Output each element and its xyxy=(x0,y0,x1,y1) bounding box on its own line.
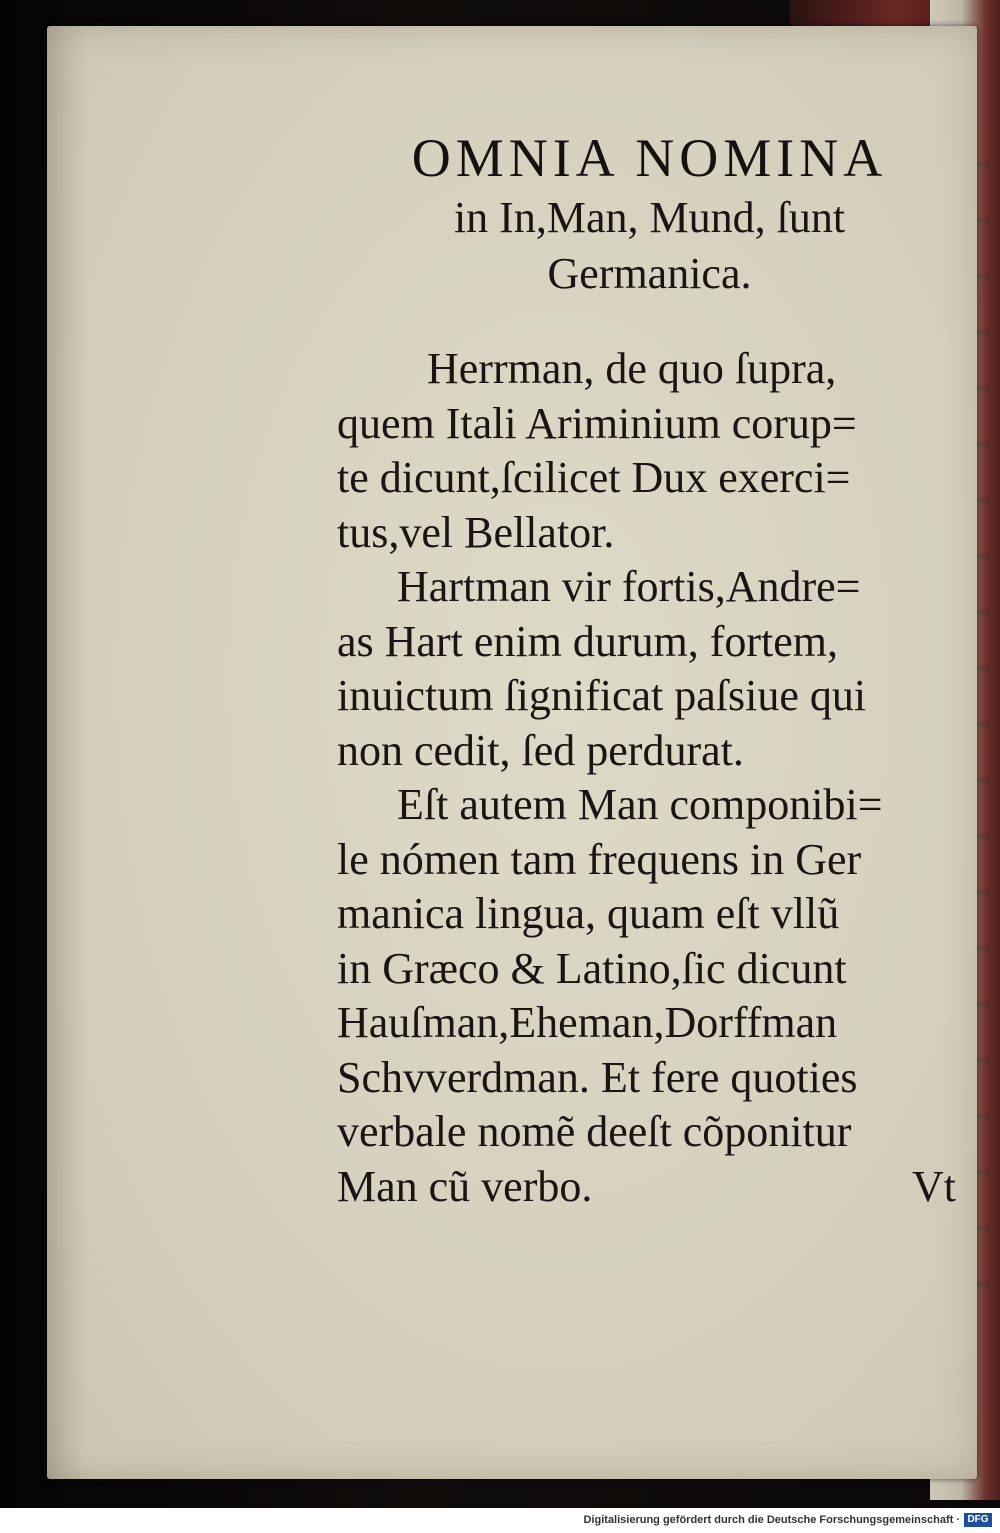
final-text: Man cũ verbo. xyxy=(337,1161,593,1211)
text-line: Hauſman,Eheman,Dorffman xyxy=(337,998,838,1047)
text-line: te dicunt,ſcilicet Dux exerci= xyxy=(337,453,851,502)
text-line: Hartman vir fortis,Andre= xyxy=(397,562,861,611)
catchword: Vt xyxy=(912,1161,956,1211)
text-line: in Græco & Latino,ſic dicunt xyxy=(337,943,847,993)
text-line: Schvverdman. Et fere quoties xyxy=(337,1052,858,1102)
section-subheading-line2: Germanica. xyxy=(547,249,752,298)
text-line: tus,vel Bellator. xyxy=(337,507,615,557)
text-line: le nómen tam frequens in Ger xyxy=(337,834,862,884)
section-heading: OMNIA NOMINA xyxy=(411,128,888,188)
digitization-footer xyxy=(0,1508,1000,1533)
text-line: Herrman, de quo ſupra, xyxy=(427,344,837,393)
text-line: verbale nomẽ deeſt cõponitur xyxy=(337,1107,852,1156)
funding-credit: Digitalisierung gefördert durch die Deutsche Forschungsgemeinschaft · xyxy=(583,1514,960,1526)
text-line-final xyxy=(337,1160,962,1215)
book-page xyxy=(47,26,977,1479)
text-line: non cedit, ſed perdurat. xyxy=(337,725,744,775)
paragraph-man xyxy=(337,778,962,1214)
page-text xyxy=(337,126,962,1214)
section-subheading-line1: in In,Man, Mund, ſunt xyxy=(453,193,846,242)
text-line: as Hart enim durum, fortem, xyxy=(337,616,838,666)
text-line: quem Itali Ariminium corup= xyxy=(337,398,857,448)
text-line: manica lingua, quam eſt vllũ xyxy=(337,889,840,938)
dfg-logo: DFG xyxy=(964,1513,992,1527)
paragraph-herrman xyxy=(337,342,962,560)
text-line: inuictum ſignificat paſsiue qui xyxy=(337,671,867,720)
text-line: Eſt autem Man componibi= xyxy=(397,780,883,829)
paragraph-hartman xyxy=(337,560,962,778)
